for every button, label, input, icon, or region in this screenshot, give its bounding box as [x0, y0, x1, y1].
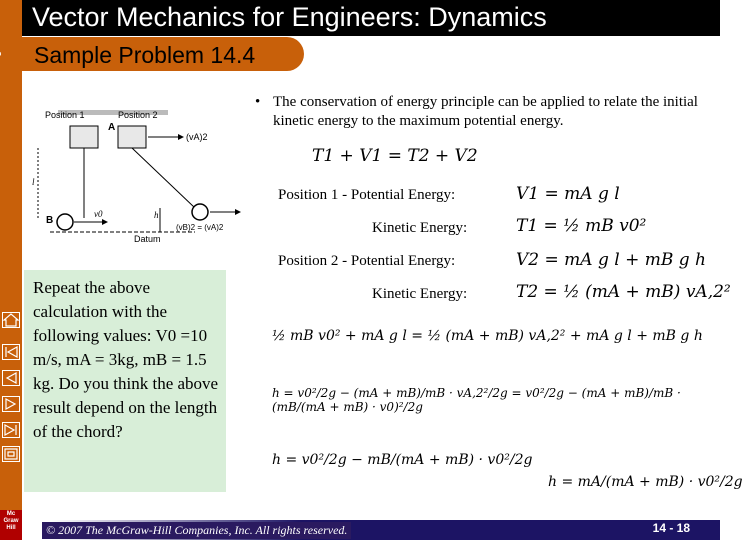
bullet-text: The conservation of energy principle can be applied to relate the initial kinetic energy to the maximum potential energy.	[273, 94, 698, 129]
position-1-pe-label: Position 1 - Potential Energy:	[278, 187, 456, 203]
position-2-ke-label: Kinetic Energy:	[372, 286, 468, 302]
height-final-result: h = mA/(mA + mB) · v0²/2g	[548, 474, 743, 490]
position-1-ke-label: Kinetic Energy:	[372, 220, 468, 236]
copyright-text: © 2007 The McGraw-Hill Companies, Inc. All rights reserved.	[42, 522, 351, 539]
position-2-pe-equation: V2 = mA g l + mB g h	[516, 250, 706, 270]
height-expression-1: h = v0²/2g − (mA + mB)/mB · vA,2²/2g = v0²/2g − (mA + mB)/mB · (mB/(mA + mB) · v0)²/2g	[272, 386, 681, 414]
v0-label: v0	[94, 209, 103, 219]
home-icon[interactable]	[2, 312, 20, 328]
first-slide-icon[interactable]	[2, 344, 20, 360]
page-title: Vector Mechanics for Engineers: Dynamics	[32, 2, 547, 32]
page-number: 14 - 18	[652, 521, 690, 535]
label-l: l	[32, 177, 35, 187]
ball-b-position-2	[192, 204, 208, 220]
block-a-position-2	[118, 126, 146, 148]
position-1-pe-equation: V1 = mA g l	[516, 184, 620, 204]
conservation-equation: T1 + V1 = T2 + V2	[312, 146, 478, 166]
label-b: B	[46, 215, 54, 226]
position-1-ke-equation: T1 = ½ mB v0²	[516, 216, 647, 236]
position-2-label: Position 2	[118, 110, 158, 120]
ball-b-position-1	[57, 214, 73, 230]
pendulum-diagram	[30, 100, 270, 250]
bullet-dot: •	[255, 94, 261, 110]
position-2-pe-label: Position 2 - Potential Energy:	[278, 253, 456, 269]
slide-subtitle: Sample Problem 14.4	[34, 42, 256, 68]
previous-slide-icon[interactable]	[2, 370, 20, 386]
height-expression-2: h = v0²/2g − mB/(mA + mB) · v0²/2g	[272, 452, 533, 468]
publisher-logo: Mc Graw Hill	[0, 510, 22, 540]
velocity-a2-label: (vA)2	[186, 132, 208, 142]
label-a: A	[108, 122, 116, 133]
position-1-label: Position 1	[45, 110, 85, 120]
velocity-b2-label: (vB)2 = (vA)2	[176, 223, 224, 232]
position-2-ke-equation: T2 = ½ (mA + mB) vA,2²	[516, 282, 731, 302]
datum-label: Datum	[134, 234, 161, 244]
exit-icon[interactable]	[2, 446, 20, 462]
bullet-point	[255, 93, 715, 131]
block-a-position-1	[70, 126, 98, 148]
energy-balance-equation: ½ mB v0² + mA g l = ½ (mA + mB) vA,2² + mA g l + mB g h	[272, 328, 703, 344]
exercise-note-box	[24, 270, 226, 492]
last-slide-icon[interactable]	[2, 422, 20, 438]
exercise-note-text: Repeat the above calculation with the following values: V0 =10 m/s, mA = 3kg, mB = 1.5 kg. Do you think the above result depend on the length of the chord?	[33, 278, 219, 441]
label-h: h	[154, 210, 159, 220]
next-slide-icon[interactable]	[2, 396, 20, 412]
